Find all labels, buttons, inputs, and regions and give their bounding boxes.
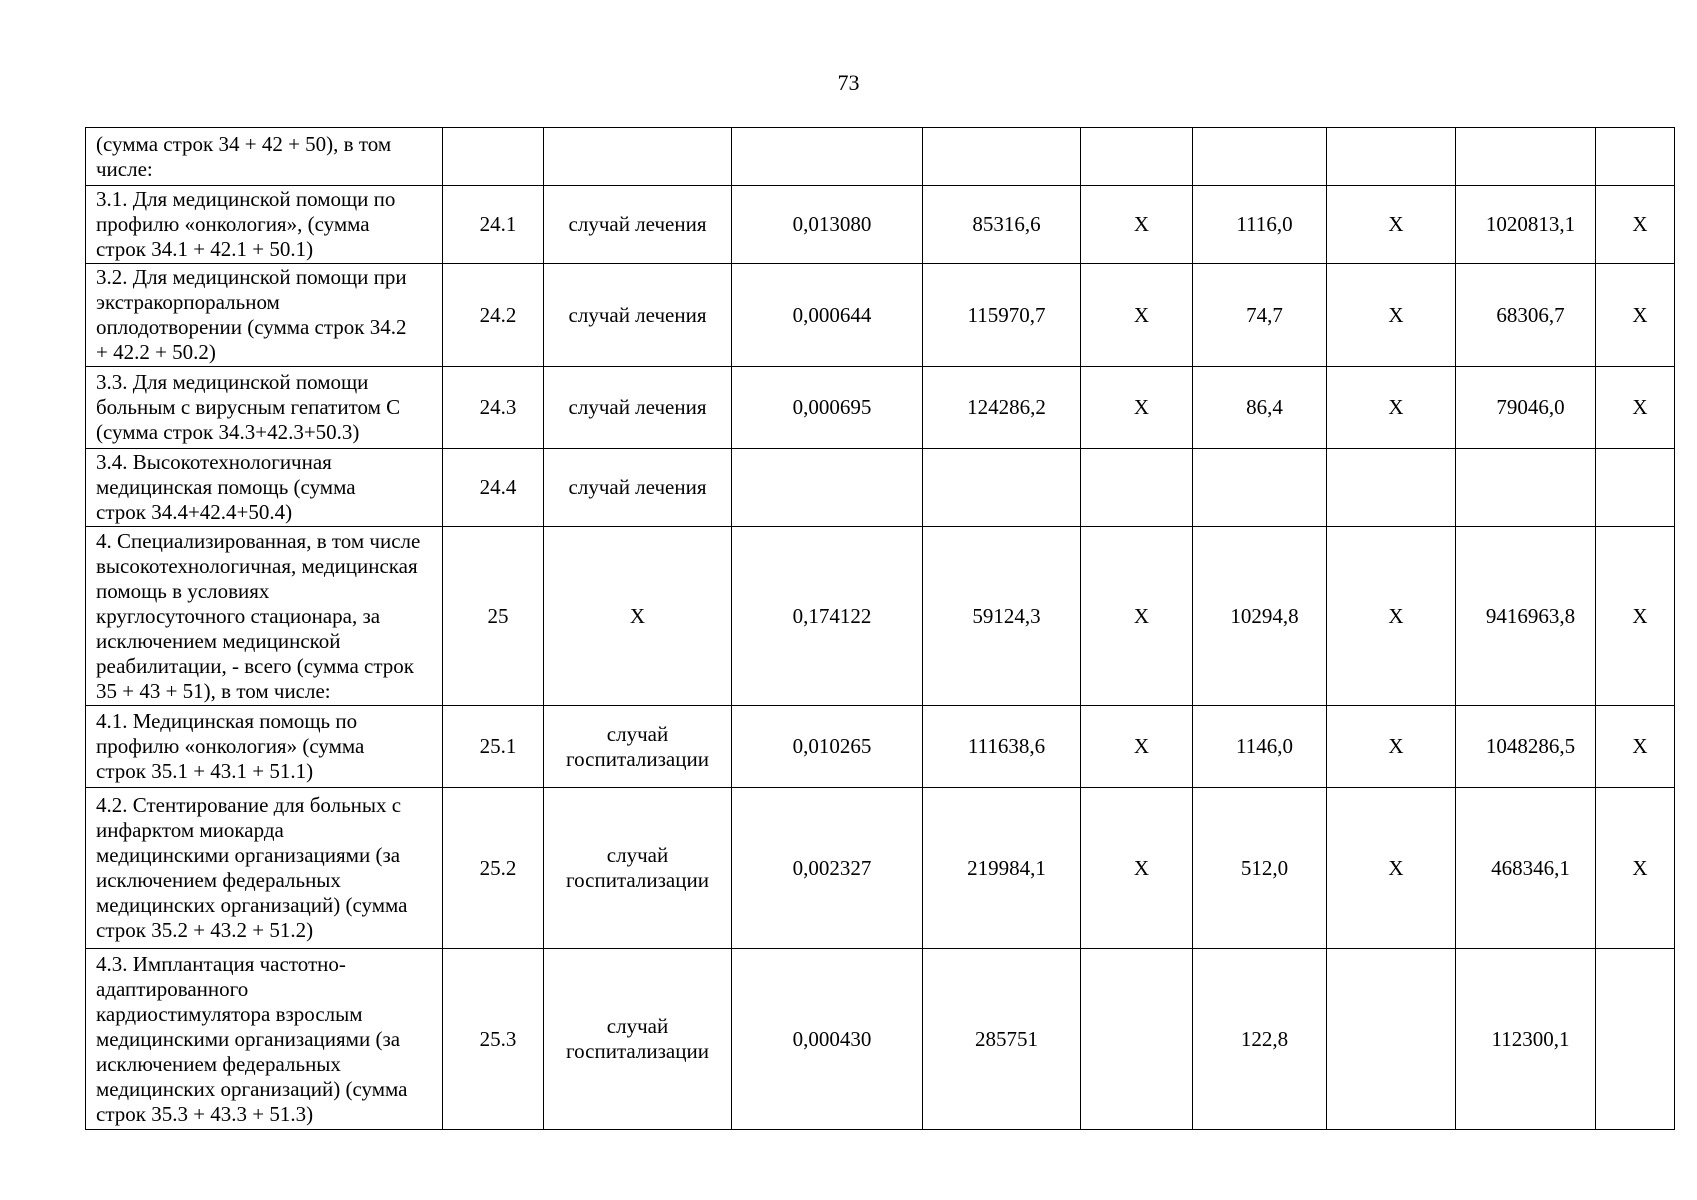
- volume-cell: 0,013080: [732, 186, 923, 264]
- volume-cell: [732, 449, 923, 527]
- value-cell: 468346,1: [1456, 788, 1596, 949]
- value-cell: X: [1327, 527, 1456, 706]
- value-cell: X: [1327, 367, 1456, 449]
- table-row: [86, 449, 1675, 527]
- value-cell: [1327, 949, 1456, 1130]
- value-cell: X: [1081, 264, 1193, 367]
- value-cell: X: [1081, 706, 1193, 788]
- value-cell: [1327, 128, 1456, 186]
- value-cell: [1193, 449, 1327, 527]
- value-cell: [1081, 949, 1193, 1130]
- row-description: 3.2. Для медицинской помощи при экстракорпоральном оплодотворении (сумма строк 34.2 + 42.2 + 50.2): [86, 264, 443, 367]
- table-row: [86, 706, 1675, 788]
- data-table: [85, 127, 1675, 1130]
- value-cell: [1456, 128, 1596, 186]
- row-description: (сумма строк 34 + 42 + 50), в том числе:: [86, 128, 443, 186]
- row-description: 3.4. Высокотехнологичная медицинская помощь (сумма строк 34.4+42.4+50.4): [86, 449, 443, 527]
- volume-cell: 0,000430: [732, 949, 923, 1130]
- line-number: 24.3: [443, 367, 544, 449]
- value-cell: 9416963,8: [1456, 527, 1596, 706]
- value-cell: X: [1327, 706, 1456, 788]
- value-cell: X: [1081, 367, 1193, 449]
- value-cell: X: [1081, 186, 1193, 264]
- cost-cell: 85316,6: [923, 186, 1081, 264]
- value-cell: 10294,8: [1193, 527, 1327, 706]
- unit-cell: случай лечения: [544, 186, 732, 264]
- value-cell: [1596, 128, 1675, 186]
- cost-cell: 124286,2: [923, 367, 1081, 449]
- row-description: 4.3. Имплантация частотно- адаптированного кардиостимулятора взрослым медицинскими организациями (за исключением федеральных медицинских организаций) (сумма строк 35.3 + 43.3 + 51.3): [86, 949, 443, 1130]
- table-row: [86, 788, 1675, 949]
- value-cell: [1081, 449, 1193, 527]
- volume-cell: 0,174122: [732, 527, 923, 706]
- unit-cell: случай лечения: [544, 367, 732, 449]
- value-cell: [1327, 449, 1456, 527]
- value-cell: 79046,0: [1456, 367, 1596, 449]
- line-number: [443, 128, 544, 186]
- page-number: 73: [837, 70, 860, 95]
- value-cell: X: [1596, 264, 1675, 367]
- unit-cell: случай госпитализации: [544, 949, 732, 1130]
- cost-cell: 285751: [923, 949, 1081, 1130]
- unit-cell: случай госпитализации: [544, 788, 732, 949]
- unit-cell: [544, 128, 732, 186]
- table-row: [86, 527, 1675, 706]
- value-cell: [1081, 128, 1193, 186]
- row-description: 4.1. Медицинская помощь по профилю «онкология» (сумма строк 35.1 + 43.1 + 51.1): [86, 706, 443, 788]
- line-number: 25.2: [443, 788, 544, 949]
- value-cell: [1456, 449, 1596, 527]
- value-cell: 512,0: [1193, 788, 1327, 949]
- line-number: 24.4: [443, 449, 544, 527]
- value-cell: X: [1327, 186, 1456, 264]
- line-number: 24.2: [443, 264, 544, 367]
- table-row: [86, 367, 1675, 449]
- value-cell: 1116,0: [1193, 186, 1327, 264]
- unit-cell: случай лечения: [544, 449, 732, 527]
- volume-cell: 0,000644: [732, 264, 923, 367]
- value-cell: X: [1081, 788, 1193, 949]
- volume-cell: [732, 128, 923, 186]
- value-cell: 112300,1: [1456, 949, 1596, 1130]
- unit-cell: X: [544, 527, 732, 706]
- value-cell: X: [1327, 264, 1456, 367]
- value-cell: 86,4: [1193, 367, 1327, 449]
- line-number: 25: [443, 527, 544, 706]
- volume-cell: 0,000695: [732, 367, 923, 449]
- value-cell: 122,8: [1193, 949, 1327, 1130]
- unit-cell: случай госпитализации: [544, 706, 732, 788]
- value-cell: [1596, 949, 1675, 1130]
- value-cell: 1146,0: [1193, 706, 1327, 788]
- row-description: 4. Специализированная, в том числе высокотехнологичная, медицинская помощь в условиях круглосуточного стационара, за исключением медицинской реабилитации, - всего (сумма строк 35 + 43 + 51), в том числе:: [86, 527, 443, 706]
- row-description: 4.2. Стентирование для больных с инфарктом миокарда медицинскими организациями (за исключением федеральных медицинских организаций) (сумма строк 35.2 + 43.2 + 51.2): [86, 788, 443, 949]
- value-cell: X: [1081, 527, 1193, 706]
- value-cell: [1596, 449, 1675, 527]
- table-row: [86, 949, 1675, 1130]
- cost-cell: 111638,6: [923, 706, 1081, 788]
- value-cell: X: [1596, 367, 1675, 449]
- cost-cell: 59124,3: [923, 527, 1081, 706]
- unit-cell: случай лечения: [544, 264, 732, 367]
- table-row: [86, 186, 1675, 264]
- value-cell: X: [1327, 788, 1456, 949]
- cost-cell: [923, 128, 1081, 186]
- table-row: [86, 128, 1675, 186]
- value-cell: 68306,7: [1456, 264, 1596, 367]
- line-number: 25.1: [443, 706, 544, 788]
- volume-cell: 0,002327: [732, 788, 923, 949]
- value-cell: X: [1596, 186, 1675, 264]
- value-cell: X: [1596, 706, 1675, 788]
- cost-cell: 219984,1: [923, 788, 1081, 949]
- value-cell: X: [1596, 527, 1675, 706]
- row-description: 3.3. Для медицинской помощи больным с вирусным гепатитом С (сумма строк 34.3+42.3+50.3): [86, 367, 443, 449]
- line-number: 25.3: [443, 949, 544, 1130]
- cost-cell: [923, 449, 1081, 527]
- value-cell: [1193, 128, 1327, 186]
- volume-cell: 0,010265: [732, 706, 923, 788]
- value-cell: 1020813,1: [1456, 186, 1596, 264]
- value-cell: 1048286,5: [1456, 706, 1596, 788]
- row-description: 3.1. Для медицинской помощи по профилю «онкология», (сумма строк 34.1 + 42.1 + 50.1): [86, 186, 443, 264]
- line-number: 24.1: [443, 186, 544, 264]
- cost-cell: 115970,7: [923, 264, 1081, 367]
- table-row: [86, 264, 1675, 367]
- value-cell: 74,7: [1193, 264, 1327, 367]
- value-cell: X: [1596, 788, 1675, 949]
